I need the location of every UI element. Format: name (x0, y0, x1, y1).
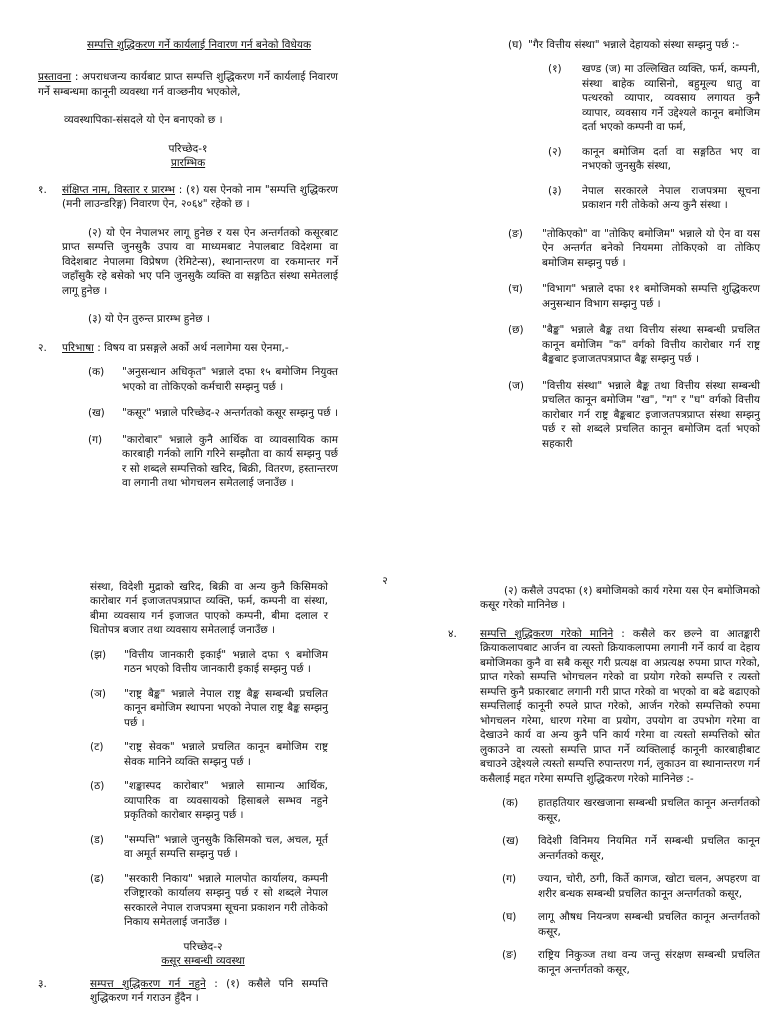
section-4-text: : कसैले कर छल्ने वा आतङ्कारी क्रियाकलापबाट आर्जन वा त्यस्तो क्रियाकलापमा लगानी गर्ने कार्य वा देहाय बमोजिमका कुनै वा सबै कसूर गरी प्रत्यक्ष वा अप्रत्यक्ष रुपमा प्राप्त गरेको, प्राप्त गरेको सम्पत्ति भोगचलन गरेको वा प्रयोग गरेको सम्पत्ति र त्यस्तो सम्पत्ति कुनै प्रकारबाट लगानी गरी प्राप्त गरेको वा भएको वा बढे बढाएको सम्पत्तिलाई कानूनी रुपले प्राप्त गरेको, आर्जन गरेको सम्पत्तिको रुपमा भोगचलन गरेमा, धारण गरेमा वा प्रयोग, उपयोग वा उपभोग गरेमा वा देखाउने कार्य वा अन्य कुनै पनि कार्य गरेमा वा त्यस्तो सम्पत्तिको स्रोत लुकाउने वा त्यस्तो सम्पत्ति प्राप्त गर्ने व्यक्तिलाई कानूनी कारबाहीबाट बचाउने उद्देश्यले त्यस्तो सम्पत्ति रुपान्तरण गर्न, लुकाउन वा स्थानान्तरण गर्न कसैलाई मद्दत गरेमा सम्पत्ति शुद्धिकरण गरेको मानिनेछ :- (480, 627, 760, 785)
definition-label: (च) (508, 283, 523, 296)
section-1 (38, 183, 338, 327)
definition-text: "कारोबार" भन्नाले कुनै आर्थिक वा व्यावसायिक काम कारबाही गर्नको लागि गरिने सम्झौता वा कार्य सम्झनु पर्छ र सो शब्दले सम्पत्तिको खरिद, बिक्री, वितरण, हस्तान्तरण वा लगानी तथा भोगचलन समेतलाई जनाउँछ । (122, 433, 338, 490)
definition-item (508, 323, 760, 366)
definition-label: (घ) (508, 39, 523, 51)
preamble-label: प्रस्तावना (38, 71, 72, 84)
offence-item (502, 910, 760, 939)
offence-label: (ग) (502, 873, 517, 886)
section-2-heading: परिभाषा (62, 341, 94, 354)
offences-list (448, 796, 760, 977)
chapter-1-number: परिच्छेद-१ (168, 142, 208, 155)
page2-left-column (38, 580, 328, 1006)
bill-title: सम्पत्ति शुद्धिकरण गर्ने कार्यलाई निवारण गर्न बनेको विधेयक (86, 39, 312, 51)
section-3-number: ३. (38, 977, 47, 990)
section-2-intro (62, 341, 338, 355)
definition-text: "गैर वित्तीय संस्था" भन्नाले देहायको संस्था सम्झनु पर्छ :- (528, 39, 740, 51)
sub-item (548, 62, 760, 134)
page1-left-column (38, 38, 338, 491)
chapter-2-number: परिच्छेद-२ (183, 940, 223, 953)
sub-item (548, 184, 760, 213)
definition-item (88, 433, 338, 491)
sub-item-label: (१) (548, 63, 562, 76)
definition-item (88, 406, 338, 420)
definition-label: (ट) (90, 741, 104, 754)
sub-item-label: (२) (548, 145, 562, 158)
definition-label: (ड) (90, 833, 104, 846)
section-4-intro (480, 627, 760, 786)
section-1-clause-2: (२) यो ऐन नेपालभर लागू हुनेछ र यस ऐन अन्तर्गतको कसूरबाट प्राप्त सम्पत्ति जुनसुकै उपाय वा माध्यमबाट नेपालबाट विदेशमा वा विदेशबाट नेपालमा विप्रेषण (रेमिटेन्स), स्थानान्तरण वा रकमान्तर गर्ने जहाँसुकै रहे बसेको भए पनि जुनसुकै व्यक्ति वा सङ्गठित संस्था समेतलाई लागू हुनेछ । (62, 226, 338, 297)
definition-text: "कसूर" भन्नाले परिच्छेद-२ अन्तर्गतको कसूर सम्झनु पर्छ । (122, 407, 338, 420)
offence-label: (क) (502, 797, 519, 810)
definition-label: (ढ) (90, 872, 105, 885)
section-4-number: ४. (448, 627, 457, 640)
offence-item (502, 872, 760, 901)
sub-items-list (508, 62, 760, 212)
definition-item (90, 779, 328, 822)
page-number: २ (382, 575, 388, 587)
definition-text: "सम्पत्ति" भन्नाले जुनसुकै किसिमको चल, अचल, मूर्त वा अमूर्त सम्पत्ति सम्झनु पर्छ । (124, 833, 328, 861)
sub-item (548, 145, 760, 174)
definition-text: "विभाग" भन्नाले दफा ११ बमोजिमको सम्पत्ति शुद्धिकरण अनुसन्धान विभाग सम्झनु पर्छ । (542, 283, 760, 310)
offence-label: (ख) (502, 835, 519, 848)
definition-label: (झ) (90, 648, 107, 661)
section-2-number: २. (38, 341, 47, 354)
definitions-list-3 (38, 648, 328, 930)
definition-text: "राष्ट्र सेवक" भन्नाले प्रचलित कानून बमोजिम राष्ट्र सेवक मानिने व्यक्ति सम्झनु पर्छ । (124, 741, 328, 768)
definition-label: (क) (88, 366, 105, 379)
section-4-heading: सम्पत्ति शुद्धिकरण गरेको मानिने (480, 627, 614, 640)
offence-item (502, 834, 760, 863)
offence-item (502, 796, 760, 825)
definition-item (90, 833, 328, 862)
section-3-clause-2: (२) कसैले उपदफा (१) बमोजिमको कार्य गरेमा यस ऐन बमोजिमको कसूर गरेको मानिनेछ । (480, 585, 760, 612)
section-3-heading: सम्पत्त शुद्धिकरण गर्न नहुने (90, 977, 206, 990)
section-1-text: : (१) यस ऐनको नाम "सम्पत्ति शुद्धिकरण (मनी लाउन्डरिङ्ग) निवारण ऐन, २०६४" रहेको छ । (62, 183, 339, 211)
definition-label: (ख) (88, 407, 105, 420)
definition-text: "तोकिएको" वा "तोकिए बमोजिम" भन्नाले यो ऐन वा यस ऐन अन्तर्गत बनेको नियममा तोकिएको वा तोकिए बमोजिम सम्झनु पर्छ । (542, 227, 760, 269)
enactment-clause: व्यवस्थापिका-संसदले यो ऐन बनाएको छ । (64, 114, 223, 127)
offence-text: विदेशी विनिमय नियमित गर्ने सम्बन्धी प्रचलित कानून अन्तर्गतको कसूर, (538, 835, 760, 862)
definition-label: (ग) (88, 433, 103, 446)
definition-text: "राष्ट्र बैङ्क" भन्नाले नेपाल राष्ट्र बैङ्क सम्बन्धी प्रचलित कानून बमोजिम स्थापना भएको नेपाल राष्ट्र बैङ्क सम्झनु पर्छ । (124, 687, 328, 729)
sub-item-label: (३) (548, 184, 562, 197)
definition-item (90, 648, 328, 677)
offence-label: (घ) (502, 911, 517, 924)
definition-text: "शङ्कास्पद कारोबार" भन्नाले सामान्य आर्थिक, व्यापारिक वा व्यवसायको हिसाबले सम्भव नहुने प्रकृतिको कारोबार सम्झनु पर्छ । (124, 780, 328, 822)
section-3-clause-1 (90, 977, 328, 1006)
chapter-2-title: कसूर सम्बन्धी व्यवस्था (161, 955, 245, 968)
section-3 (38, 977, 328, 1006)
definition-label: (ङ) (508, 227, 523, 240)
definition-text: "वित्तीय जानकारी इकाई" भन्नाले दफा ९ बमोजिम गठन भएको वित्तीय जानकारी इकाई सम्झनु पर्छ । (124, 648, 328, 676)
offence-text: राष्ट्रिय निकुञ्ज तथा वन्य जन्तु संरक्षण सम्बन्धी प्रचलित कानून अन्तर्गतको कसूर, (538, 949, 760, 976)
section-4 (448, 627, 760, 786)
definition-text: "अनुसन्धान अधिकृत" भन्नाले दफा १५ बमोजिम नियुक्त भएको वा तोकिएको कर्मचारी सम्झनु पर्छ । (122, 366, 338, 393)
preamble-text: : अपराधजन्य कार्यबाट प्राप्त सम्पत्ति शुद्धिकरण गर्ने कार्यलाई निवारण गर्ने सम्बन्धमा कानूनी व्यवस्था गर्न वाञ्छनीय भएकोले, (38, 71, 338, 98)
sub-item-text: कानून बमोजिम दर्ता वा सङ्गठित भए वा नभएको जुनसुकै संस्था, (582, 145, 760, 173)
definition-item (90, 687, 328, 730)
definition-text: "वित्तीय संस्था" भन्नाले बैङ्क तथा वित्तीय संस्था सम्बन्धी प्रचलित कानून बमोजिम "ख", "ग" र "घ" वर्गको वित्तीय कारोबार गर्न राष्ट्र बैङ्कबाट इजाजतपत्रप्राप्त संस्था सम्झनु पर्छ र सो शब्दले प्रचलित कानून बमोजिम दर्ता भएको सहकारी (542, 379, 760, 450)
section-3-text: : (१) कसैले पनि सम्पत्ति शुद्धिकरण गर्न गराउन हुँदैन । (90, 977, 328, 1005)
offence-text: ज्यान, चोरी, ठगी, किर्ते कागज, खोटा चलन, अपहरण वा शरीर बन्धक सम्बन्धी प्रचलित कानून अन्तर्गतको कसूर, (538, 873, 760, 900)
definition-label: (ठ) (90, 780, 105, 793)
section-1-heading: संक्षिप्त नाम, विस्तार र प्रारम्भ (62, 183, 176, 196)
offence-text: लागू औषध नियन्त्रण सम्बन्धी प्रचलित कानून अन्तर्गतको कसूर, (538, 911, 760, 938)
definition-item (90, 740, 328, 769)
section-1-clause-3: (३) यो ऐन तुरुन्त प्रारम्भ हुनेछ । (88, 313, 210, 326)
sub-item-text: नेपाल सरकारले नेपाल राजपत्रमा सूचना प्रकाशन गरी तोकेको अन्य कुनै संस्था । (582, 184, 760, 212)
section-2-text: : विषय वा प्रसङ्गले अर्को अर्थ नलागेमा यस ऐनमा,- (97, 341, 289, 354)
sub-item-text: खण्ड (ज) मा उल्लिखित व्यक्ति, फर्म, कम्पनी, संस्था बाहेक व्यासिनो, बहुमूल्य धातु वा पत्थरको व्यापार, व्यवसाय लगायत कुनै व्यापार, व्यवसाय गर्ने उद्देश्यले कानून बमोजिम दर्ता भएको कम्पनी वा फर्म, (582, 63, 760, 134)
definition-label: (ज) (508, 379, 524, 392)
definitions-list-2 (508, 227, 760, 451)
definition-item (508, 379, 760, 451)
section-1-clause-1 (62, 183, 338, 212)
chapter-1-title: प्रारम्भिक (170, 157, 206, 170)
page2-right-column (448, 584, 760, 977)
definition-text: "बैङ्क" भन्नाले बैङ्क तथा वित्तीय संस्था सम्बन्धी प्रचलित कानून बमोजिम "क" वर्गको वित्तीय कारोबार गर्न राष्ट्र बैङ्कबाट इजाजतपत्रप्राप्त बैङ्क सम्झनु पर्छ । (542, 324, 760, 366)
continuation-text: संस्था, विदेशी मुद्राको खरिद, बिक्री वा अन्य कुनै किसिमको कारोबार गर्न इजाजतपत्रप्राप्त व्यक्ति, फर्म, कम्पनी वा संस्था, बीमा व्यवसाय गर्न इजाजत पाएको कम्पनी, बीमा दलाल र धितोपत्र बजार तथा व्यवसाय समेतलाई जनाउँछ । (90, 581, 328, 637)
preamble (38, 70, 338, 99)
definitions-list-1 (38, 365, 338, 490)
definition-label: (छ) (508, 324, 524, 337)
offence-item (502, 948, 760, 977)
section-1-number: १. (38, 183, 47, 196)
definition-item (88, 365, 338, 394)
definition-item (508, 38, 760, 52)
definition-item (90, 872, 328, 930)
definition-text: "सरकारी निकाय" भन्नाले मालपोत कार्यालय, कम्पनी रजिष्ट्रारको कार्यालय सम्झनु पर्छ र सो शब्दले नेपाल सरकारले नेपाल राजपत्रमा सूचना प्रकाशन गरी तोकेको निकाय समेतलाई जनाउँछ । (124, 872, 328, 929)
offence-text: हातहतियार खरखजाना सम्बन्धी प्रचलित कानून अन्तर्गतको कसूर, (538, 797, 760, 824)
section-2 (38, 341, 338, 355)
page1-right-column (508, 38, 760, 451)
definition-item (508, 227, 760, 270)
definition-item (508, 282, 760, 311)
definition-label: (ञ) (90, 687, 106, 700)
offence-label: (ङ) (502, 949, 517, 962)
